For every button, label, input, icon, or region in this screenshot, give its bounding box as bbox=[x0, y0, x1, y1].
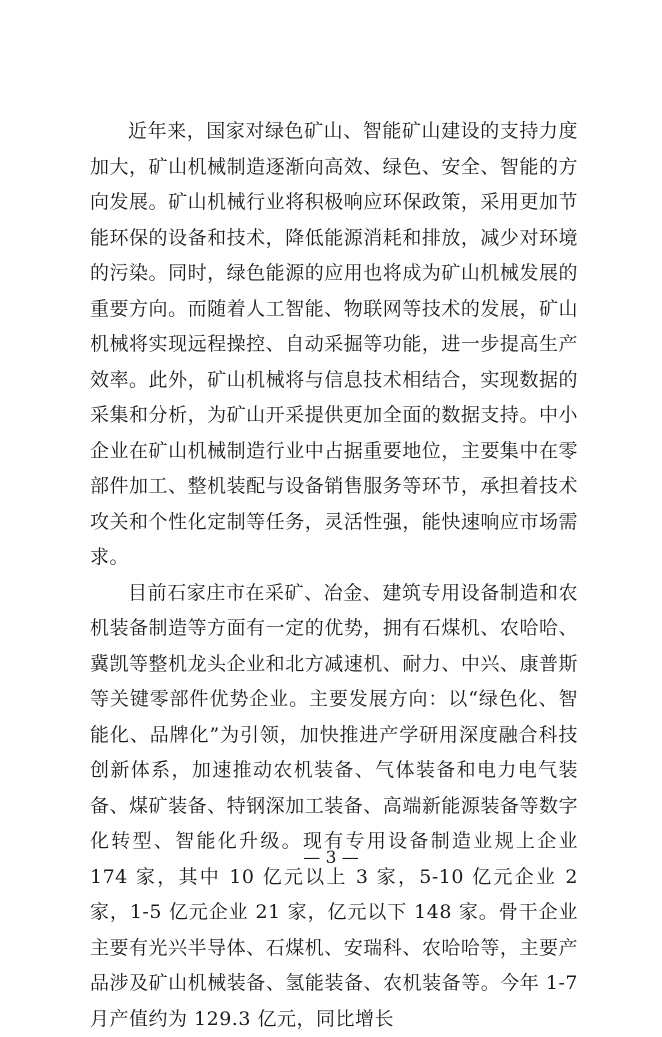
paragraph-shijiazhuang-equipment: 目前石家庄市在采矿、冶金、建筑专用设备制造和农机装备制造等方面有一定的优势，拥有石煤机、农哈哈、冀凯等整机龙头企业和北方减速机、耐力、中兴、康普斯等关键零部件优势企业。主要发展方向：以“绿色化、智能化、品牌化”为引领，加快推进产学研用深度融合科技创新体系，加速推动农机装备、气体装备和电力电气装备、煤矿装备、特钢深加工装备、高端新能源装备等数字化转型、智能化升级。现有专用设备制造业规上企业 174 家，其中 10 亿元以上 3 家，5-10 亿元企业 2 家，1-5 亿元企业 21 家，亿元以下 148 家。骨干企业主要有光兴半导体、石煤机、安瑞科、农哈哈等，主要产品涉及矿山机械装备、氢能装备、农机装备等。今年 1-7 月产值约为 129.3 亿元，同比增长 bbox=[90, 576, 578, 1037]
document-body bbox=[90, 114, 578, 1037]
paragraph-mining-machinery-trends: 近年来，国家对绿色矿山、智能矿山建设的支持力度加大，矿山机械制造逐渐向高效、绿色、安全、智能的方向发展。矿山机械行业将积极响应环保政策，采用更加节能环保的设备和技术，降低能源消耗和排放，减少对环境的污染。同时，绿色能源的应用也将成为矿山机械发展的重要方向。而随着人工智能、物联网等技术的发展，矿山机械将实现远程操控、自动采掘等功能，进一步提高生产效率。此外，矿山机械将与信息技术相结合，实现数据的采集和分析，为矿山开采提供更加全面的数据支持。中小企业在矿山机械制造行业中占据重要地位，主要集中在零部件加工、整机装配与设备销售服务等环节，承担着技术攻关和个性化定制等任务，灵活性强，能快速响应市场需求。 bbox=[90, 114, 578, 576]
page-number: — 3 — bbox=[0, 848, 662, 868]
